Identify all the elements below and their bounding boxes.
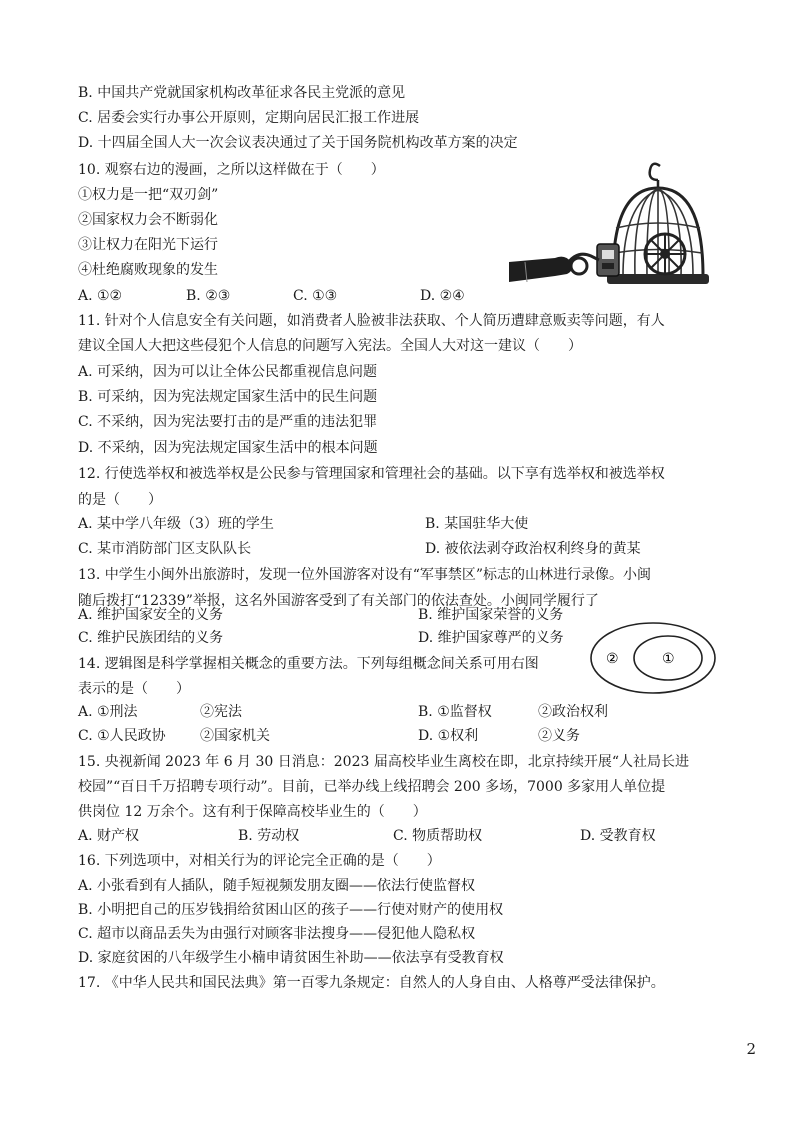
q16-option-b: B. 小明把自己的压岁钱捐给贫困山区的孩子——行使对财产的使用权 (78, 902, 504, 918)
q14-option-c-1: C. ①人民政协 (78, 728, 166, 744)
q11-option-c: C. 不采纳，因为宪法要打击的是严重的违法犯罪 (78, 414, 378, 430)
question-13-line-2: 随后拨打“12339”举报，这名外国游客受到了有关部门的依法查处。小闽同学履行了 (78, 593, 599, 609)
birdcage-cartoon-image (505, 158, 715, 298)
question-14-line-2: 表示的是（ ） (78, 681, 190, 697)
question-14-line-1: 14. 逻辑图是科学掌握相关概念的重要方法。下列每组概念间关系可用右图 (78, 656, 539, 672)
question-16: 16. 下列选项中，对相关行为的评论完全正确的是（ ） (78, 853, 441, 869)
page-number: 2 (746, 1040, 756, 1058)
q10-option-d: D. ②④ (420, 288, 465, 304)
q16-option-c: C. 超市以商品丢失为由强行对顾客非法搜身——侵犯他人隐私权 (78, 926, 476, 942)
q14-option-a-1: A. ①刑法 (78, 704, 138, 720)
q10-option-c: C. ①③ (293, 288, 338, 304)
q15-option-d: D. 受教育权 (580, 828, 656, 844)
question-17: 17. 《中华人民共和国民法典》第一百零九条规定：自然人的人身自由、人格尊严受法律保护。 (78, 975, 665, 991)
question-10: 10. 观察右边的漫画，之所以这样做在于（ ） (78, 162, 385, 178)
question-12-line-2: 的是（ ） (78, 492, 162, 508)
q10-option-a: A. ①② (78, 288, 123, 304)
q12-option-d: D. 被依法剥夺政治权利终身的黄某 (425, 541, 641, 557)
q13-option-c: C. 维护民族团结的义务 (78, 630, 224, 646)
question-15-line-2: 校园”“百日千万招聘专项行动”。目前，已举办线上线招聘会 200 多场，7000 多家用人单位提 (78, 779, 666, 795)
q10-statement-1: ①权力是一把“双刃剑” (78, 187, 219, 203)
question-13-line-1: 13. 中学生小闽外出旅游时，发现一位外国游客对设有“军事禁区”标志的山林进行录像。小闽 (78, 567, 652, 583)
q14-option-b-1: B. ①监督权 (418, 704, 492, 720)
q16-option-a: A. 小张看到有人插队，随手短视频发朋友圈——依法行使监督权 (78, 878, 476, 894)
q10-statement-4: ④杜绝腐败现象的发生 (78, 262, 218, 278)
q11-option-a: A. 可采纳，因为可以让全体公民都重视信息问题 (78, 364, 378, 380)
q10-statement-3: ③让权力在阳光下运行 (78, 237, 218, 253)
q15-option-c: C. 物质帮助权 (393, 828, 483, 844)
q9-option-c: C. 居委会实行办事公开原则，定期向居民汇报工作进展 (78, 110, 420, 126)
question-15-line-3: 供岗位 12 万余个。这有利于保障高校毕业生的（ ） (78, 804, 427, 820)
q13-option-b: B. 维护国家荣誉的义务 (418, 607, 564, 623)
venn-inner-label: ① (662, 651, 675, 667)
question-15-line-1: 15. 央视新闻 2023 年 6 月 30 日消息：2023 届高校毕业生离校在即，北京持续开展“人社局长进 (78, 754, 690, 770)
q14-option-c-2: ②国家机关 (200, 728, 270, 744)
venn-diagram (588, 620, 718, 696)
q14-option-b-2: ②政治权利 (538, 704, 608, 720)
q16-option-d: D. 家庭贫困的八年级学生小楠申请贫困生补助——依法享有受教育权 (78, 950, 504, 966)
q12-option-c: C. 某市消防部门区支队队长 (78, 541, 252, 557)
q14-option-d-2: ②义务 (538, 728, 580, 744)
q9-option-d: D. 十四届全国人大一次会议表决通过了关于国务院机构改革方案的决定 (78, 135, 518, 151)
q15-option-a: A. 财产权 (78, 828, 140, 844)
q13-option-d: D. 维护国家尊严的义务 (418, 630, 564, 646)
q14-option-a-2: ②宪法 (200, 704, 242, 720)
question-11-line-2: 建议全国人大把这些侵犯个人信息的问题写入宪法。全国人大对这一建议（ ） (78, 338, 582, 354)
q10-option-b: B. ②③ (186, 288, 231, 304)
q15-option-b: B. 劳动权 (238, 828, 300, 844)
venn-outer-label: ② (606, 651, 619, 667)
question-12-line-1: 12. 行使选举权和被选举权是公民参与管理国家和管理社会的基础。以下享有选举权和被选举权 (78, 466, 665, 482)
q11-option-b: B. 可采纳，因为宪法规定国家生活中的民生问题 (78, 389, 378, 405)
question-11-line-1: 11. 针对个人信息安全有关问题，如消费者人脸被非法获取、个人简历遭肆意贩卖等问题，有人 (78, 313, 665, 329)
q10-statement-2: ②国家权力会不断弱化 (78, 212, 218, 228)
q12-option-b: B. 某国驻华大使 (425, 516, 529, 532)
q9-option-b: B. 中国共产党就国家机构改革征求各民主党派的意见 (78, 85, 406, 101)
q12-option-a: A. 某中学八年级（3）班的学生 (78, 516, 274, 532)
q11-option-d: D. 不采纳，因为宪法规定国家生活中的根本问题 (78, 440, 378, 456)
q14-option-d-1: D. ①权利 (418, 728, 479, 744)
q13-option-a: A. 维护国家安全的义务 (78, 607, 224, 623)
